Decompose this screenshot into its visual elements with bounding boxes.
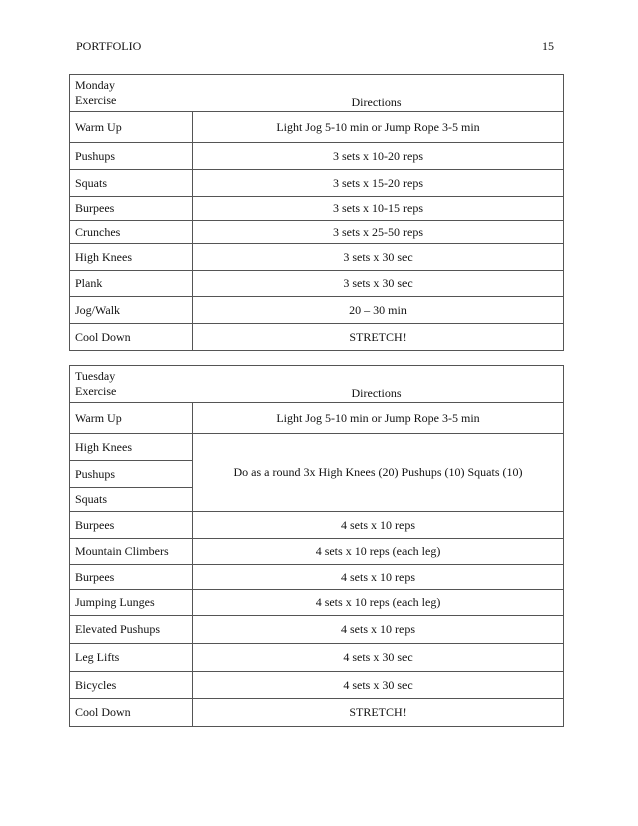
- exercise-cell: Squats: [70, 487, 193, 511]
- monday-table: [69, 74, 564, 351]
- exercise-cell: Bicycles: [70, 671, 193, 698]
- exercise-cell: Cool Down: [70, 698, 193, 726]
- exercise-cell: Crunches: [70, 220, 193, 243]
- table-row: [70, 270, 563, 296]
- table-row: [70, 196, 563, 220]
- table-row: [70, 538, 563, 564]
- exercise-cell: Squats: [70, 169, 193, 196]
- monday-table-header: [70, 75, 563, 112]
- directions-cell: STRETCH!: [349, 705, 407, 720]
- exercise-cell: Warm Up: [70, 403, 193, 433]
- directions-cell: 4 sets x 10 reps: [193, 615, 564, 643]
- column-header-exercise: Exercise: [75, 93, 117, 107]
- table-row: [70, 220, 563, 243]
- table-row: [70, 698, 563, 726]
- table-row: [70, 323, 563, 350]
- table-row: [70, 615, 563, 643]
- monday-rows: [70, 112, 563, 350]
- exercise-cell: Jumping Lunges: [70, 589, 193, 615]
- directions-cell: Light Jog 5-10 min or Jump Rope 3-5 min: [193, 403, 564, 433]
- page-number: 15: [542, 39, 554, 53]
- directions-cell: 4 sets x 30 sec: [193, 671, 564, 698]
- exercise-cell: Burpees: [70, 564, 193, 589]
- column-header-directions: Directions: [351, 386, 402, 400]
- table-row: [70, 142, 563, 169]
- directions-cell: 4 sets x 10 reps (each leg): [193, 538, 564, 564]
- directions-cell: 4 sets x 10 reps (each leg): [193, 589, 564, 615]
- round-directions-cell: Do as a round 3x High Knees (20) Pushups (10) Squats (10): [193, 433, 564, 511]
- exercise-cell: Mountain Climbers: [70, 538, 193, 564]
- table-row: [70, 433, 563, 460]
- table-row: [70, 564, 563, 589]
- column-header-directions: Directions: [351, 95, 402, 109]
- table-row: [70, 671, 563, 698]
- table-row: [70, 296, 563, 323]
- exercise-cell: High Knees: [70, 433, 193, 460]
- tuesday-table: [69, 365, 564, 727]
- column-header-exercise: Exercise: [75, 384, 117, 398]
- table-row: [70, 243, 563, 270]
- exercise-cell: Jog/Walk: [70, 296, 193, 323]
- table-row: [70, 643, 563, 671]
- exercise-cell: Burpees: [70, 196, 193, 220]
- tuesday-rows: [70, 403, 563, 726]
- table-row: [70, 169, 563, 196]
- directions-cell: 3 sets x 10-15 reps: [193, 196, 564, 220]
- exercise-cell: Cool Down: [70, 323, 193, 350]
- exercise-cell: Plank: [70, 270, 193, 296]
- table-row: [70, 511, 563, 538]
- exercise-cell: Burpees: [70, 511, 193, 538]
- day-label: Monday: [75, 78, 115, 92]
- exercise-cell: Warm Up: [70, 112, 193, 142]
- exercise-cell: Elevated Pushups: [70, 615, 193, 643]
- tuesday-table-header: [70, 366, 563, 403]
- directions-cell: 3 sets x 15-20 reps: [193, 169, 564, 196]
- directions-cell: 4 sets x 10 reps: [193, 511, 564, 538]
- directions-cell: 3 sets x 25-50 reps: [193, 220, 564, 243]
- directions-cell: 3 sets x 30 sec: [193, 243, 564, 270]
- directions-cell: 4 sets x 30 sec: [193, 643, 564, 671]
- running-head: PORTFOLIO: [76, 39, 142, 53]
- exercise-cell: Pushups: [70, 142, 193, 169]
- exercise-cell: High Knees: [70, 243, 193, 270]
- table-row: [70, 589, 563, 615]
- directions-cell: STRETCH!: [349, 329, 407, 344]
- directions-cell: Light Jog 5-10 min or Jump Rope 3-5 min: [193, 112, 564, 142]
- directions-cell: 4 sets x 10 reps: [193, 564, 564, 589]
- directions-cell: 3 sets x 30 sec: [193, 270, 564, 296]
- page-header: [76, 38, 554, 54]
- directions-cell: 3 sets x 10-20 reps: [193, 142, 564, 169]
- table-row: [70, 112, 563, 142]
- table-row: [70, 403, 563, 433]
- day-label: Tuesday: [75, 369, 116, 383]
- directions-cell: 20 – 30 min: [193, 296, 564, 323]
- exercise-cell: Pushups: [70, 460, 193, 487]
- exercise-cell: Leg Lifts: [70, 643, 193, 671]
